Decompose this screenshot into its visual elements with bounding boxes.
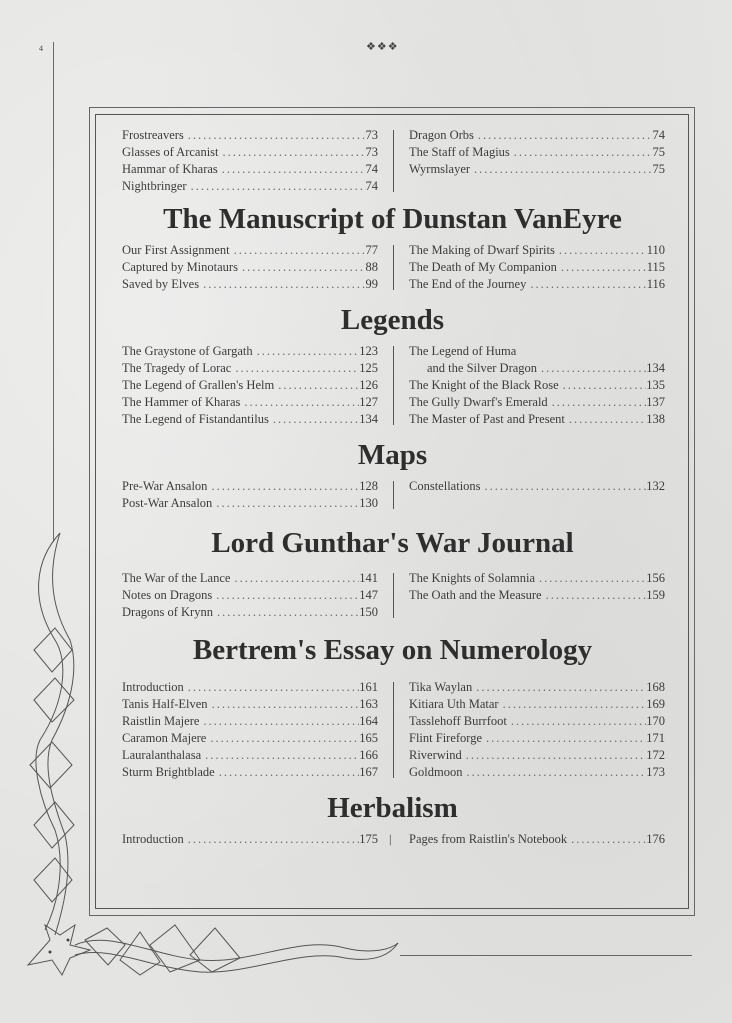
entry-page: 163 [359,697,378,711]
entry-page: 171 [646,731,665,745]
toc-section-war-journal [122,570,663,621]
entry-page: 99 [365,277,378,291]
entry-title: Hammar of Kharas [122,162,218,176]
entry-page: 74 [365,179,378,193]
toc-entry[interactable] [409,259,665,276]
entry-page: 73 [365,128,378,142]
entry-page: 159 [646,588,665,602]
entry-page: 75 [652,162,665,176]
toc-section-numerology [122,679,663,781]
toc-entry[interactable] [122,144,378,161]
entry-page: 110 [646,243,665,257]
toc-entry[interactable] [409,831,665,848]
entry-title: The End of the Journey [409,277,527,291]
toc-entry[interactable] [409,242,665,259]
toc-section-herbalism [122,831,663,848]
toc-entry[interactable] [409,587,665,604]
toc-entry[interactable] [409,161,665,178]
entry-page: 147 [359,588,378,602]
entry-title: Our First Assignment [122,243,230,257]
toc-entry[interactable] [122,394,378,411]
entry-page: 135 [646,378,665,392]
herbalism-separator: | [389,832,392,846]
toc-entry[interactable] [122,242,378,259]
entry-page: 132 [646,479,665,493]
entry-page: 156 [646,571,665,585]
toc-column-left [122,570,378,621]
entry-title: The Oath and the Measure [409,588,542,602]
entry-title: Frostreavers [122,128,184,142]
entry-page: 125 [359,361,378,375]
column-divider [393,346,394,425]
toc-entry[interactable] [122,343,378,360]
section-heading[interactable]: The Manuscript of Dunstan VanEyre [163,203,622,235]
entry-title: Pages from Raistlin's Notebook [409,832,568,846]
entry-page: 166 [359,748,378,762]
entry-page: 173 [646,765,665,779]
entry-title: The Making of Dwarf Spirits [409,243,555,257]
entry-title: Notes on Dragons [122,588,213,602]
toc-column-left [122,127,378,195]
toc-entry[interactable] [122,127,378,144]
column-divider [393,573,394,618]
entry-title: Riverwind [409,748,462,762]
entry-page: 150 [359,605,378,619]
entry-title: The Gully Dwarf's Emerald [409,395,548,409]
toc-entry[interactable] [409,394,665,411]
section-heading[interactable]: Legends [340,304,445,336]
toc-entry[interactable] [409,570,665,587]
entry-title: The Legend of Fistandantilus [122,412,269,426]
toc-column-right [409,478,665,512]
entry-title: The Knights of Solamnia [409,571,536,585]
entry-title: Nightbringer [122,179,187,193]
entry-page: 73 [365,145,378,159]
entry-title: Caramon Majere [122,731,207,745]
entry-title: Tasslehoff Burrfoot [409,714,507,728]
entry-title: The Staff of Magius [409,145,510,159]
toc-section-artifacts [122,127,663,195]
toc-entry[interactable] [122,478,378,495]
entry-title: Flint Fireforge [409,731,483,745]
toc-entry[interactable] [122,730,378,747]
toc-entry[interactable] [409,377,665,394]
entry-title: Sturm Brightblade [122,765,215,779]
toc-section-legends [122,343,663,428]
toc-column-left [122,242,378,293]
toc-entry[interactable] [409,730,665,747]
toc-entry[interactable] [409,411,665,428]
entry-page: 141 [359,571,378,585]
entry-page: 164 [359,714,378,728]
entry-page: 134 [646,361,665,375]
entry-title: Kitiara Uth Matar [409,697,499,711]
toc-entry[interactable] [122,161,378,178]
entry-title: Wyrmslayer [409,162,471,176]
entry-title: Constellations [409,479,481,493]
toc-entry[interactable] [409,276,665,293]
entry-page: 74 [652,128,665,142]
diamond-ornament-icon: ❖❖❖ [366,41,399,53]
entry-page: 75 [652,145,665,159]
column-divider [393,682,394,778]
toc-entry[interactable] [122,679,378,696]
toc-column-left [122,679,378,781]
entry-title: The Knight of the Black Rose [409,378,559,392]
column-divider [393,245,394,290]
entry-title: Raistlin Majere [122,714,200,728]
entry-page: 137 [646,395,665,409]
toc-column-left [122,478,378,512]
entry-page: 123 [359,344,378,358]
entry-page: 128 [359,479,378,493]
entry-page: 74 [365,162,378,176]
toc-column-right [409,343,665,428]
toc-column-left [122,343,378,428]
section-heading[interactable]: Lord Gunthar's War Journal [211,527,574,559]
toc-entry-first-line[interactable] [409,343,665,360]
entry-page: 167 [359,765,378,779]
entry-page: 88 [365,260,378,274]
entry-title: Introduction [122,832,184,846]
section-heading[interactable]: Herbalism [327,792,458,824]
entry-title: The War of the Lance [122,571,231,585]
entry-page: 134 [359,412,378,426]
entry-page: 116 [646,277,665,291]
entry-page: 126 [359,378,378,392]
entry-title: Glasses of Arcanist [122,145,219,159]
table-of-contents [122,127,663,848]
toc-column-right [409,127,665,195]
entry-page: 115 [646,260,665,274]
entry-title: The Tragedy of Lorac [122,361,232,375]
page-number: 4 [39,44,43,53]
toc-entry[interactable] [122,495,378,512]
entry-page: 170 [646,714,665,728]
toc-entry[interactable] [122,411,378,428]
column-divider [393,481,394,509]
toc-entry[interactable] [122,747,378,764]
section-heading[interactable]: Maps [357,439,428,471]
entry-page: 175 [359,832,378,846]
toc-column-right [409,831,665,848]
entry-page: 172 [646,748,665,762]
toc-entry[interactable] [122,764,378,781]
entry-page: 77 [365,243,378,257]
entry-page: 169 [646,697,665,711]
toc-entry[interactable] [409,127,665,144]
toc-entry[interactable] [122,259,378,276]
toc-entry[interactable] [409,747,665,764]
toc-column-right [409,242,665,293]
toc-entry[interactable] [409,478,665,495]
toc-section-manuscript [122,242,663,293]
entry-title: Pre-War Ansalon [122,479,208,493]
toc-entry[interactable] [122,276,378,293]
toc-entry[interactable] [122,713,378,730]
section-heading[interactable]: Bertrem's Essay on Numerology [192,634,593,666]
toc-entry[interactable] [122,570,378,587]
entry-page: 130 [359,496,378,510]
entry-title: Tika Waylan [409,680,473,694]
entry-title: The Legend of Huma [409,344,517,358]
toc-entry[interactable] [409,360,665,377]
entry-title: Post-War Ansalon [122,496,213,510]
toc-entry[interactable] [122,360,378,377]
toc-entry[interactable] [409,696,665,713]
toc-column-right [409,679,665,781]
entry-title: The Legend of Grallen's Helm [122,378,275,392]
entry-page: 127 [359,395,378,409]
entry-title: Saved by Elves [122,277,200,291]
toc-entry[interactable] [409,764,665,781]
toc-entry[interactable] [122,178,378,195]
entry-title: Dragons of Krynn [122,605,213,619]
toc-entry[interactable] [122,604,378,621]
toc-entry[interactable] [409,144,665,161]
toc-entry[interactable] [122,587,378,604]
entry-title: The Hammer of Kharas [122,395,241,409]
toc-column-left [122,831,378,848]
footer-rule [400,955,692,956]
toc-entry[interactable] [122,696,378,713]
toc-entry[interactable] [122,831,378,848]
entry-page: 176 [646,832,665,846]
toc-section-maps [122,478,663,512]
entry-title: The Master of Past and Present [409,412,565,426]
entry-title: Goldmoon [409,765,463,779]
entry-page: 138 [646,412,665,426]
entry-title: Tanis Half-Elven [122,697,208,711]
toc-column-right [409,570,665,621]
entry-title: Dragon Orbs [409,128,474,142]
entry-title: Lauralanthalasa [122,748,202,762]
column-divider [393,130,394,192]
entry-title: The Death of My Companion [409,260,557,274]
toc-entry[interactable] [409,713,665,730]
entry-title: and the Silver Dragon [427,361,538,375]
entry-title: Introduction [122,680,184,694]
toc-entry[interactable] [122,377,378,394]
entry-page: 161 [359,680,378,694]
entry-page: 168 [646,680,665,694]
toc-entry[interactable] [409,679,665,696]
entry-page: 165 [359,731,378,745]
entry-title: The Graystone of Gargath [122,344,253,358]
entry-title: Captured by Minotaurs [122,260,238,274]
